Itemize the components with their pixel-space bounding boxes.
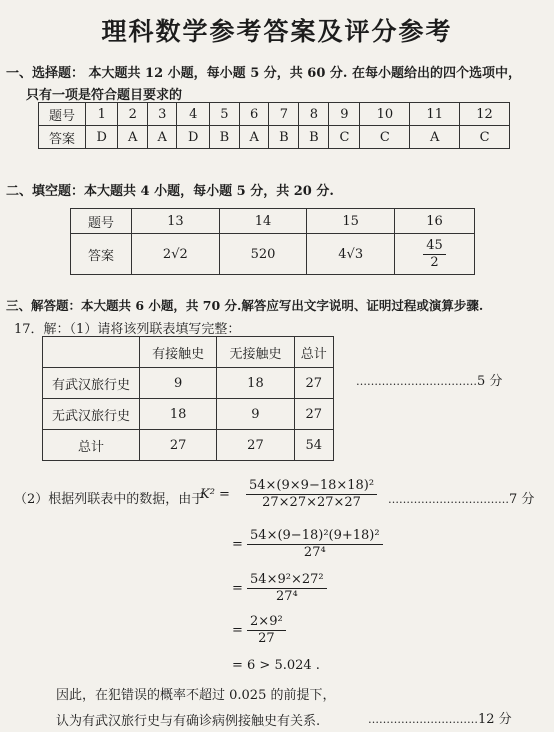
contingency-header-cell: 无接触史 xyxy=(217,337,294,368)
choice-number-cell: 1 xyxy=(86,103,118,126)
section1-heading-cont: 只有一项是符合题目要求的 xyxy=(26,88,183,103)
conclusion-line-2: 认为有武汉旅行史与有确诊病例接触史有关系. xyxy=(56,714,321,729)
choice-answer-table xyxy=(38,102,510,149)
formula-step-1 xyxy=(246,478,377,511)
contingency-row xyxy=(43,430,334,461)
choice-number-cell: 3 xyxy=(147,103,177,126)
contingency-cell: 有武汉旅行史 xyxy=(43,368,140,399)
fill-answer-row xyxy=(71,234,475,275)
conclusion-line-1: 因此，在犯错误的概率不超过 0.025 的前提下， xyxy=(56,688,336,703)
choice-answer-row xyxy=(39,126,510,149)
fraction-denominator: 2 xyxy=(430,254,439,270)
step3-numerator: 54×9²×27² xyxy=(247,572,327,589)
contingency-cell: 27 xyxy=(140,430,217,461)
section1-heading: 一、选择题： 本大题共 12 小题，每小题 5 分，共 60 分. 在每小题给出的四个选项中， xyxy=(6,66,521,81)
choice-number-label: 题号 xyxy=(39,103,86,126)
score-marker-3: …………………………12 分 xyxy=(368,712,512,727)
contingency-cell: 9 xyxy=(217,399,294,430)
choice-number-cell: 12 xyxy=(460,103,510,126)
contingency-table xyxy=(42,336,334,461)
contingency-cell: 无武汉旅行史 xyxy=(43,399,140,430)
step3-denominator: 27⁴ xyxy=(275,589,298,604)
choice-answer-cell: D xyxy=(86,126,118,149)
contingency-header-cell: 总计 xyxy=(294,337,333,368)
fill-answer-16-fraction xyxy=(423,238,446,271)
fill-number-cell: 14 xyxy=(219,209,307,234)
choice-answer-cell: D xyxy=(177,126,209,149)
fraction-numerator: 45 xyxy=(423,238,446,255)
choice-answer-cell: B xyxy=(209,126,239,149)
formula-step-2: = $\frac{\text{54×(9−18)²(9+18)²}}{\text{27⁴}}$ xyxy=(232,528,383,561)
choice-number-cell: 9 xyxy=(329,103,360,126)
fill-number-cell: 16 xyxy=(395,209,475,234)
choice-number-cell: 11 xyxy=(410,103,460,126)
fill-answer-14: 520 xyxy=(219,234,307,275)
fill-number-row xyxy=(71,209,475,234)
choice-number-cell: 2 xyxy=(118,103,148,126)
contingency-cell: 27 xyxy=(294,399,333,430)
section2-heading: 二、填空题：本大题共 4 小题，每小题 5 分，共 20 分. xyxy=(6,184,334,199)
section3-heading: 三、解答题：本大题共 6 小题，共 70 分.解答应写出文字说明、证明过程或演算步骤. xyxy=(6,298,484,313)
choice-answer-cell: C xyxy=(329,126,360,149)
contingency-row xyxy=(43,399,334,430)
choice-answer-cell: A xyxy=(147,126,177,149)
contingency-header-cell xyxy=(43,337,140,368)
formula-step-3: = $\frac{\text{54×9²×27²}}{\text{27⁴}}$ xyxy=(232,572,327,605)
contingency-cell: 54 xyxy=(294,430,333,461)
k-squared-label: K² = xyxy=(200,487,230,502)
q17-intro: 17．解：（1）请将该列联表填写完整： xyxy=(14,322,241,337)
choice-answer-cell: A xyxy=(118,126,148,149)
step4-numerator: 2×9² xyxy=(247,614,286,631)
fill-answer-13: 2√2 xyxy=(132,234,220,275)
contingency-cell: 18 xyxy=(140,399,217,430)
step1-numerator: 54×(9×9−18×18)² xyxy=(246,478,377,495)
choice-answer-cell: B xyxy=(269,126,299,149)
fill-number-cell: 15 xyxy=(307,209,395,234)
score-marker-2: ……………………………7 分 xyxy=(388,492,535,507)
fill-answer-label: 答案 xyxy=(71,234,132,275)
choice-number-cell: 7 xyxy=(269,103,299,126)
choice-answer-cell: C xyxy=(360,126,410,149)
fill-answer-table xyxy=(70,208,475,275)
contingency-cell: 27 xyxy=(294,368,333,399)
contingency-header-row xyxy=(43,337,334,368)
choice-number-cell: 6 xyxy=(239,103,269,126)
fill-number-label: 题号 xyxy=(71,209,132,234)
contingency-cell: 9 xyxy=(140,368,217,399)
choice-answer-cell: A xyxy=(239,126,269,149)
step2-numerator: 54×(9−18)²(9+18)² xyxy=(247,528,383,545)
page-title: 理科数学参考答案及评分参考 xyxy=(101,17,453,46)
choice-number-cell: 8 xyxy=(299,103,329,126)
contingency-header-cell: 有接触史 xyxy=(140,337,217,368)
choice-number-row xyxy=(39,103,510,126)
choice-answer-cell: A xyxy=(410,126,460,149)
step2-denominator: 27⁴ xyxy=(303,545,326,560)
contingency-cell: 总计 xyxy=(43,430,140,461)
part2-intro: （2）根据列联表中的数据，由于 xyxy=(14,492,205,507)
choice-answer-label: 答案 xyxy=(39,126,86,149)
fill-answer-16 xyxy=(395,234,475,275)
contingency-cell: 18 xyxy=(217,368,294,399)
score-marker-1: ……………………………5 分 xyxy=(356,374,503,389)
step1-denominator: 27×27×27×27 xyxy=(262,495,361,510)
fill-answer-15: 4√3 xyxy=(307,234,395,275)
step4-denominator: 27 xyxy=(258,631,275,646)
formula-step-4: = $\frac{\text{2×9²}}{27}$ xyxy=(232,614,286,647)
choice-number-cell: 5 xyxy=(209,103,239,126)
contingency-row xyxy=(43,368,334,399)
choice-number-cell: 10 xyxy=(360,103,410,126)
contingency-cell: 27 xyxy=(217,430,294,461)
fill-number-cell: 13 xyxy=(132,209,220,234)
choice-number-cell: 4 xyxy=(177,103,209,126)
choice-answer-cell: B xyxy=(299,126,329,149)
formula-step-5: = 6 > 5.024 . xyxy=(232,658,320,673)
choice-answer-cell: C xyxy=(460,126,510,149)
